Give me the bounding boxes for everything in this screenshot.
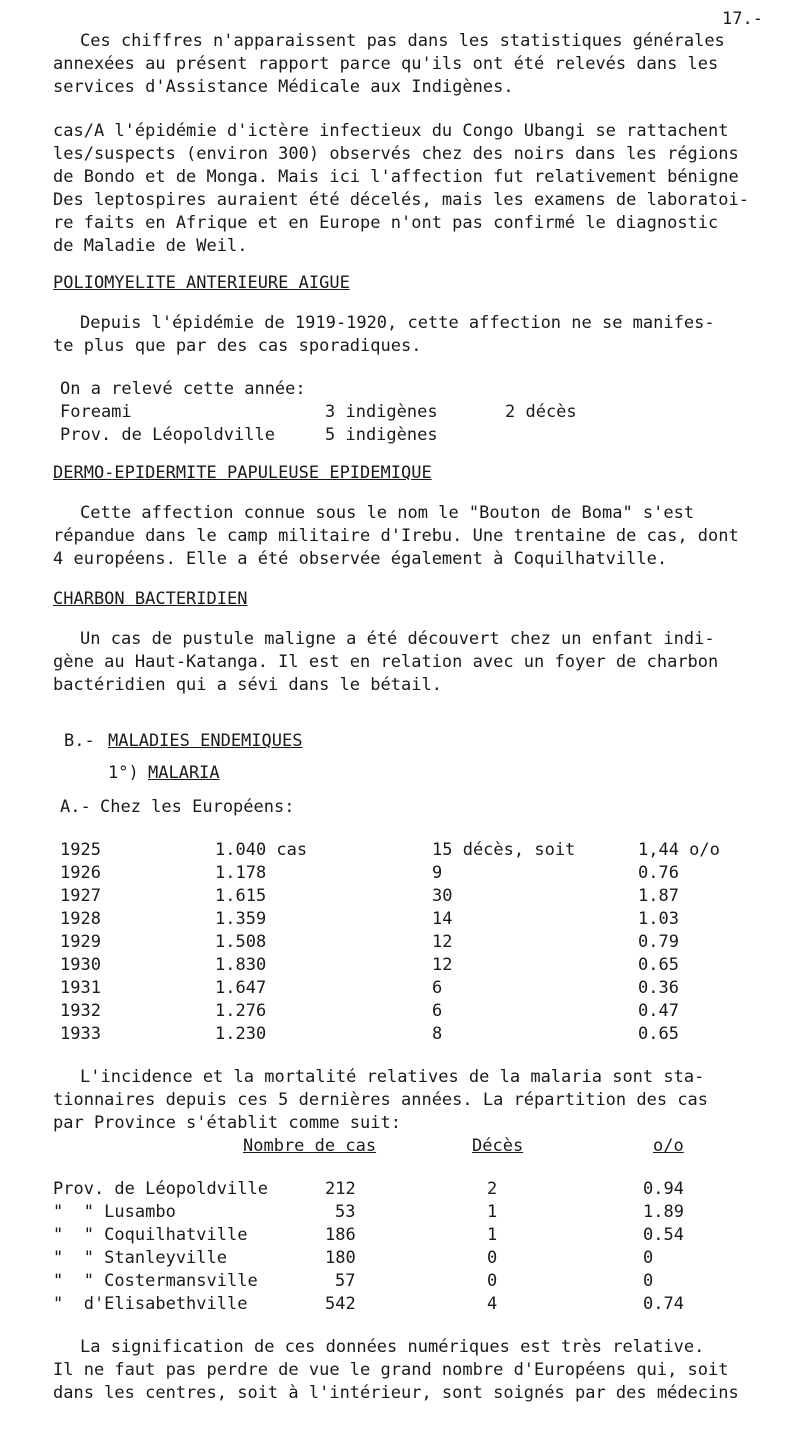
province-cases: 53	[335, 1202, 356, 1222]
year: 1932	[60, 1001, 101, 1021]
table-row	[53, 1224, 773, 1247]
text-line: les/suspects (environ 300) observés chez des noirs dans les régions	[53, 144, 739, 164]
subsection-prefix: A.-	[60, 797, 91, 817]
table-row	[60, 977, 760, 1000]
province-rate: 0	[643, 1271, 654, 1291]
section-heading: CHARBON BACTERIDIEN	[53, 589, 248, 609]
province-cases: 186	[325, 1225, 356, 1245]
column-header-rate: o/o	[653, 1136, 684, 1156]
text-line: te plus que par des cas sporadiques.	[53, 336, 422, 356]
place: Prov. de Léopoldville	[60, 425, 275, 445]
rate: 0.65	[638, 1024, 679, 1044]
rate: 1.87	[638, 886, 679, 906]
text-line: services d'Assistance Médicale aux Indigènes.	[53, 77, 514, 97]
deaths: 12	[432, 932, 453, 952]
cases: 1.359	[215, 909, 267, 929]
province-cases: 542	[325, 1294, 356, 1314]
count: 5 indigènes	[325, 425, 438, 445]
table-row	[60, 885, 760, 908]
table-row	[60, 1023, 760, 1046]
text-line: re faits en Afrique et en Europe n'ont pas confirmé le diagnostic	[53, 213, 719, 233]
text-line: Cette affection connue sous le nom le "Bouton de Boma" s'est	[80, 503, 695, 523]
table-row	[60, 908, 760, 931]
province-deaths: 0	[487, 1248, 498, 1268]
province-cases: 57	[335, 1271, 356, 1291]
province-name: " d'Elisabethville	[53, 1294, 248, 1314]
rate: 0.36	[638, 978, 679, 998]
table-row	[60, 1000, 760, 1023]
year: 1928	[60, 909, 101, 929]
text-line: Ces chiffres n'apparaissent pas dans les statistiques générales	[80, 31, 725, 51]
cases: 1.647	[215, 978, 267, 998]
province-deaths: 1	[487, 1225, 498, 1245]
year: 1931	[60, 978, 101, 998]
table-row	[53, 1270, 773, 1293]
cases: 1.040 cas	[215, 840, 308, 860]
rate: 1,44 o/o	[638, 840, 720, 860]
province-deaths: 4	[487, 1294, 498, 1314]
table-row	[60, 954, 760, 977]
deaths: 12	[432, 955, 453, 975]
cases: 1.830	[215, 955, 267, 975]
province-name: " " Coquilhatville	[53, 1225, 248, 1245]
subsection-heading: MALARIA	[148, 763, 220, 783]
page-number: 17.-	[722, 9, 763, 29]
province-name: Prov. de Léopoldville	[53, 1179, 268, 1199]
year: 1933	[60, 1024, 101, 1044]
column-header-deaths: Décès	[472, 1136, 524, 1156]
province-cases: 212	[325, 1179, 356, 1199]
section-heading: DERMO-EPIDERMITE PAPULEUSE EPIDEMIQUE	[53, 463, 432, 483]
year: 1925	[60, 840, 101, 860]
table-row	[60, 931, 760, 954]
deaths: 6	[432, 1001, 443, 1021]
subsection-prefix: 1°)	[108, 763, 139, 783]
table-row	[53, 1178, 773, 1201]
province-rate: 0.74	[643, 1294, 684, 1314]
table-header-row	[53, 1135, 773, 1158]
text-line: par Province s'établit comme suit:	[53, 1113, 401, 1133]
text-line: répandue dans le camp militaire d'Irebu. Une trentaine de cas, dont	[53, 526, 739, 546]
table-row	[60, 862, 760, 885]
province-rate: 0.54	[643, 1225, 684, 1245]
text-line: 4 européens. Elle a été observée également à Coquilhatville.	[53, 549, 668, 569]
table-row	[53, 1201, 773, 1224]
cases: 1.230	[215, 1024, 267, 1044]
rate: 1.03	[638, 909, 679, 929]
deaths: 14	[432, 909, 453, 929]
province-rate: 0.94	[643, 1179, 684, 1199]
place: Foreami	[60, 402, 132, 422]
province-name: " " Stanleyville	[53, 1248, 227, 1268]
column-header-cases: Nombre de cas	[243, 1136, 377, 1156]
rate: 0.76	[638, 863, 679, 883]
deaths: 15 décès, soit	[432, 840, 576, 860]
section-heading: POLIOMYELITE ANTERIEURE AIGUE	[53, 273, 350, 293]
text-line: Il ne faut pas perdre de vue le grand nombre d'Européens qui, soit	[53, 1360, 729, 1380]
province-deaths: 2	[487, 1179, 498, 1199]
cases: 1.615	[215, 886, 267, 906]
text-line: On a relevé cette année:	[60, 379, 306, 399]
province-rate: 0	[643, 1248, 654, 1268]
text-line: cas/A l'épidémie d'ictère infectieux du Congo Ubangi se rattachent	[53, 121, 729, 141]
subsection-heading: Chez les Européens:	[100, 797, 295, 817]
cases: 1.178	[215, 863, 267, 883]
deaths: 8	[432, 1024, 443, 1044]
cases: 1.508	[215, 932, 267, 952]
text-line: gène au Haut-Katanga. Il est en relation avec un foyer de charbon	[53, 652, 719, 672]
text-line: Un cas de pustule maligne a été découvert chez un enfant indi-	[80, 629, 715, 649]
section-prefix: B.-	[64, 731, 95, 751]
list-item	[60, 424, 760, 447]
rate: 0.47	[638, 1001, 679, 1021]
deaths: 9	[432, 863, 443, 883]
text-line: Des leptospires auraient été décelés, mais les examens de laboratoi-	[53, 190, 749, 210]
province-rate: 1.89	[643, 1202, 684, 1222]
text-line: tionnaires depuis ces 5 dernières années. La répartition des cas	[53, 1090, 709, 1110]
text-line: de Maladie de Weil.	[53, 236, 248, 256]
deaths: 6	[432, 978, 443, 998]
rate: 0.65	[638, 955, 679, 975]
text-line: La signification de ces données numériques est très relative.	[80, 1337, 705, 1357]
table-row	[60, 839, 760, 862]
cases: 1.276	[215, 1001, 267, 1021]
deaths: 30	[432, 886, 453, 906]
province-deaths: 0	[487, 1271, 498, 1291]
text-line: de Bondo et de Monga. Mais ici l'affection fut relativement bénigne	[53, 167, 739, 187]
table-row	[53, 1293, 773, 1316]
text-line: annexées au présent rapport parce qu'ils ont été relevés dans les	[53, 54, 719, 74]
year: 1927	[60, 886, 101, 906]
text-line: L'incidence et la mortalité relatives de la malaria sont sta-	[80, 1067, 705, 1087]
table-row	[53, 1247, 773, 1270]
text-line: dans les centres, soit à l'intérieur, sont soignés par des médecins	[53, 1383, 739, 1403]
year: 1929	[60, 932, 101, 952]
section-heading: MALADIES ENDEMIQUES	[108, 731, 303, 751]
province-name: " " Lusambo	[53, 1202, 176, 1222]
province-name: " " Costermansville	[53, 1271, 258, 1291]
province-cases: 180	[325, 1248, 356, 1268]
rate: 0.79	[638, 932, 679, 952]
deaths: 2 décès	[505, 402, 577, 422]
count: 3 indigènes	[325, 402, 438, 422]
list-item	[60, 401, 760, 424]
province-deaths: 1	[487, 1202, 498, 1222]
year: 1926	[60, 863, 101, 883]
text-line: Depuis l'épidémie de 1919-1920, cette affection ne se manifes-	[80, 313, 715, 333]
year: 1930	[60, 955, 101, 975]
text-line: bactéridien qui a sévi dans le bétail.	[53, 675, 442, 695]
